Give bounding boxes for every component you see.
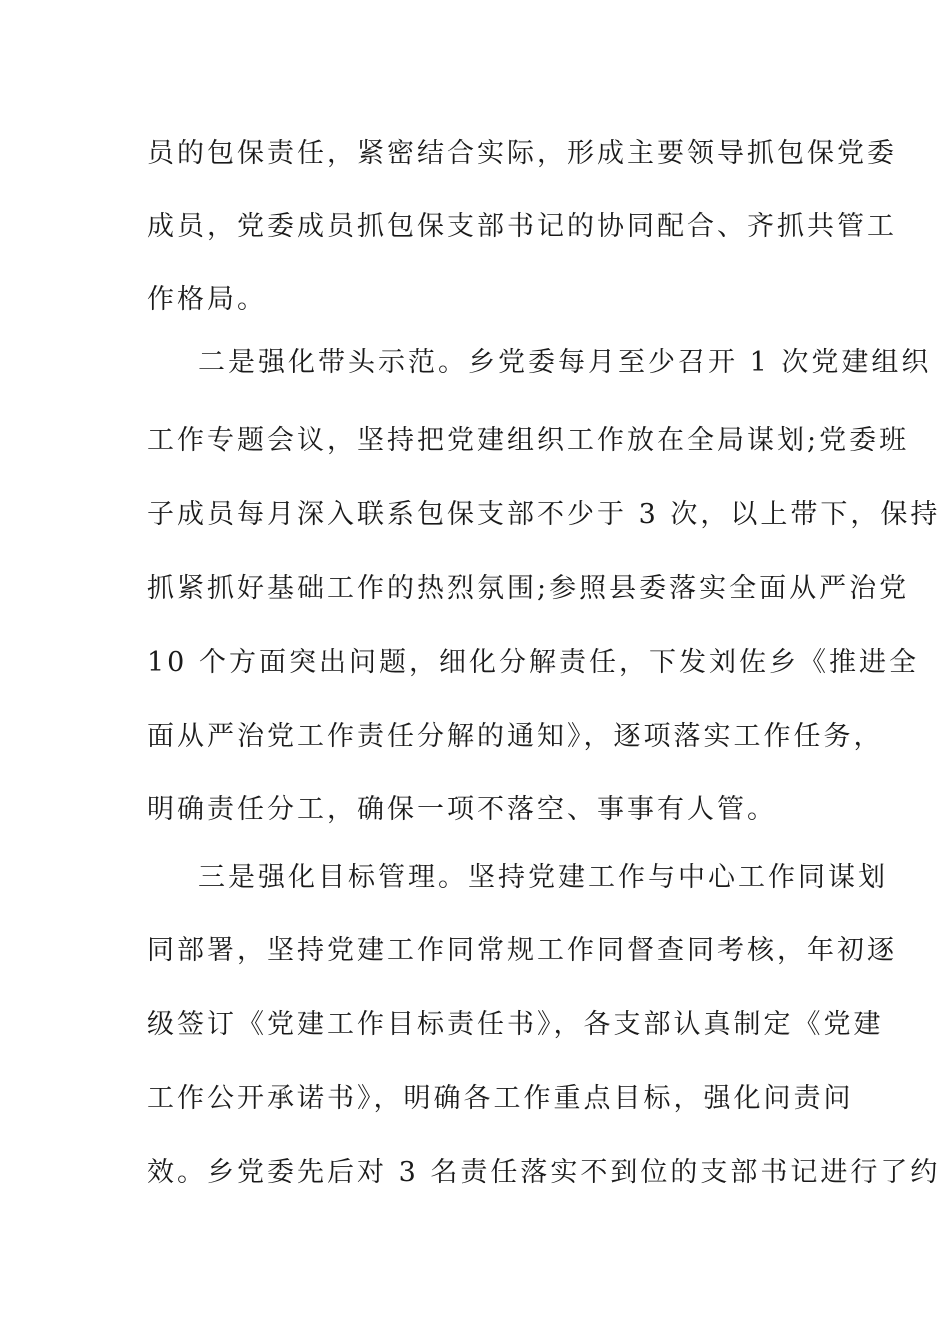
text-line-9: 面从严治党工作责任分解的通知》，逐项落实工作任务，: [147, 721, 884, 752]
text-line-12: 同部署，坚持党建工作同常规工作同督查同考核，年初逐: [147, 935, 897, 966]
text-line-2: 成员，党委成员抓包保支部书记的协同配合、齐抓共管工: [147, 211, 897, 242]
text-line-5: 工作专题会议，坚持把党建组织工作放在全局谋划;党委班: [147, 425, 910, 456]
text-line-14: 工作公开承诺书》，明确各工作重点目标，强化问责问: [147, 1083, 854, 1114]
text-line-8: 10 个方面突出问题，细化分解责任，下发刘佐乡《推进全: [147, 647, 919, 678]
paragraph-2-first-line: 二是强化带头示范。乡党委每月至少召开 1 次党建组织: [198, 347, 932, 378]
paragraph-3-first-line: 三是强化目标管理。坚持党建工作与中心工作同谋划: [198, 862, 888, 893]
text-line-10: 明确责任分工，确保一项不落空、事事有人管。: [147, 794, 777, 825]
text-line-6: 子成员每月深入联系包保支部不少于 3 次，以上带下，保持: [147, 499, 941, 530]
text-line-1: 员的包保责任，紧密结合实际，形成主要领导抓包保党委: [147, 138, 897, 169]
text-line-13: 级签订《党建工作目标责任书》，各支部认真制定《党建: [147, 1009, 884, 1040]
text-line-3: 作格局。: [147, 284, 267, 315]
text-line-7: 抓紧抓好基础工作的热烈氛围;参照县委落实全面从严治党: [147, 573, 910, 604]
text-line-15: 效。乡党委先后对 3 名责任落实不到位的支部书记进行了约: [147, 1157, 941, 1188]
